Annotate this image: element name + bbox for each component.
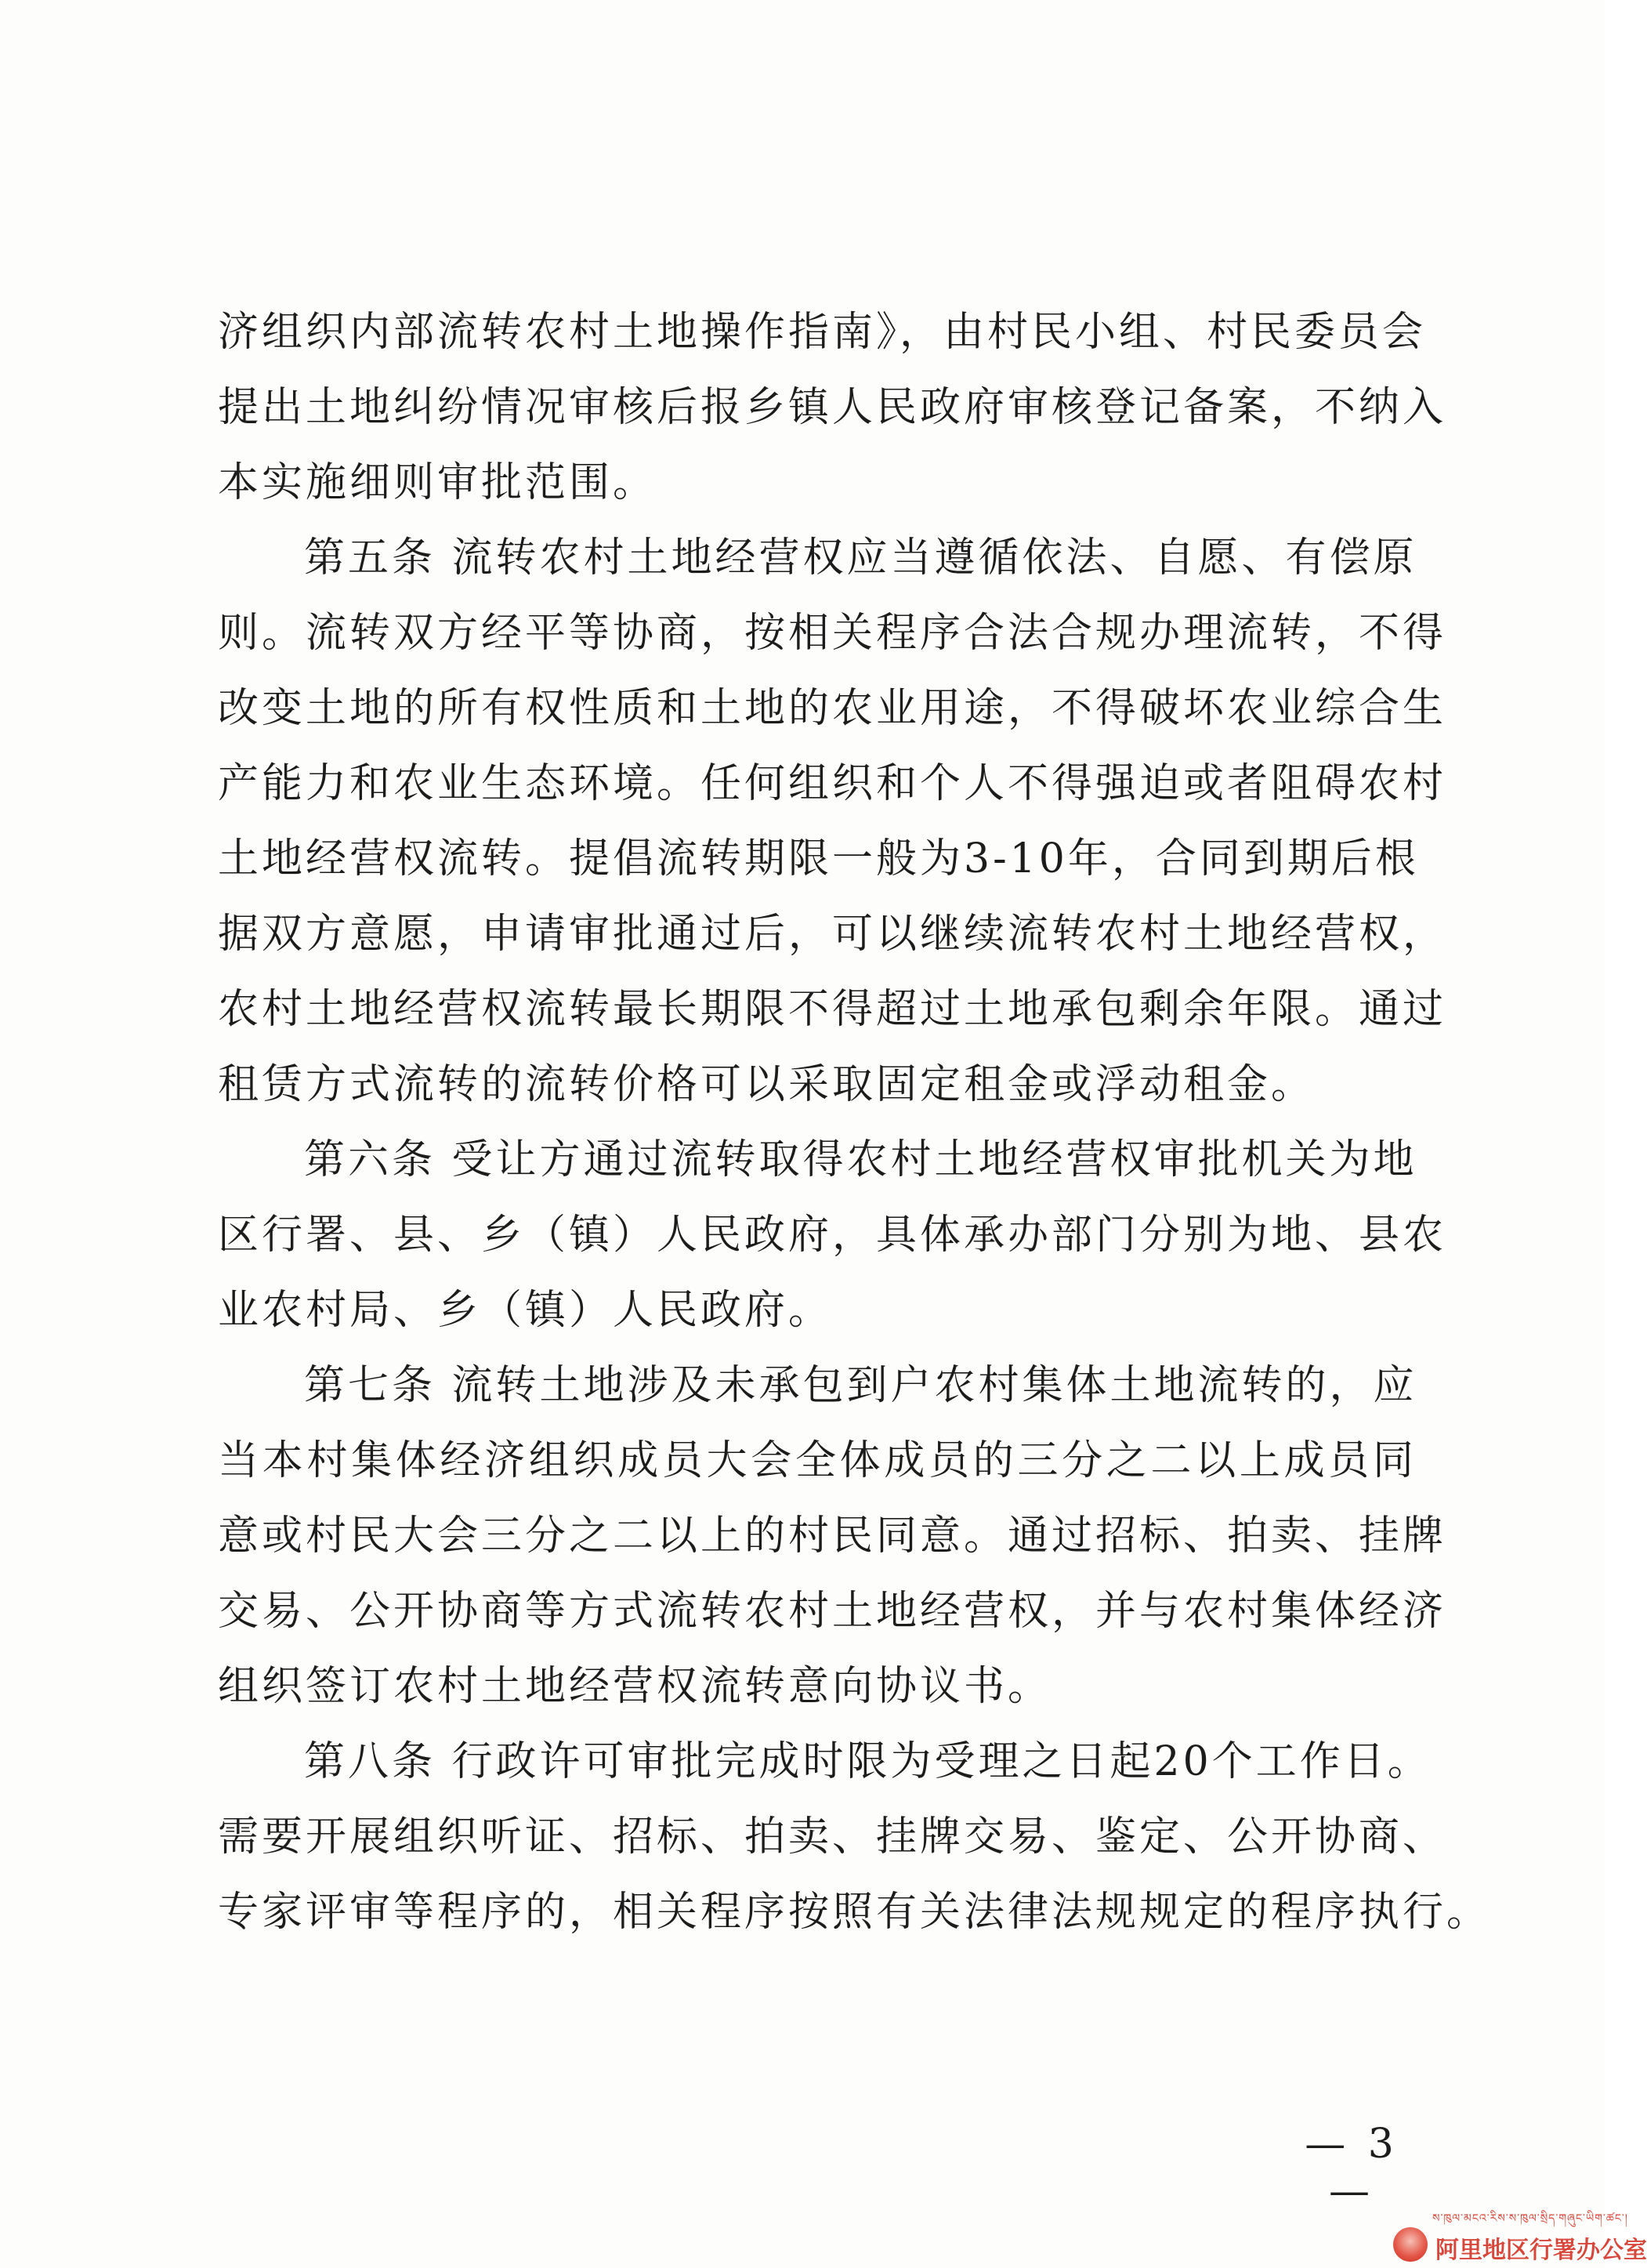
paragraph-line: 业农村局、乡（镇）人民政府。 xyxy=(218,1287,833,1334)
paragraph-line: 意或村民大会三分之二以上的村民同意。通过招标、拍卖、挂牌 xyxy=(218,1513,1447,1560)
article-7-heading-line: 第七条 流转土地涉及未承包到户农村集体土地流转的，应 xyxy=(304,1362,1417,1409)
national-emblem-icon xyxy=(1393,2227,1428,2262)
paragraph-line: 据双方意愿，申请审批通过后，可以继续流转农村土地经营权， xyxy=(218,911,1447,958)
paragraph-line: 需要开展组织听证、招标、拍卖、挂牌交易、鉴定、公开协商、 xyxy=(218,1813,1447,1860)
paragraph-line: 本实施细则审批范围。 xyxy=(218,459,657,506)
page-number: — 3 — xyxy=(1305,2121,1399,2215)
document-body xyxy=(218,295,1491,1950)
office-watermark xyxy=(1392,2201,1647,2268)
paragraph-line: 提出土地纠纷情况审核后报乡镇人民政府审核登记备案，不纳入 xyxy=(218,384,1447,431)
paragraph-line: 区行署、县、乡（镇）人民政府，具体承办部门分别为地、县农 xyxy=(218,1212,1447,1259)
tibetan-office-name: ས་ཁུལ་མངའ་རིས་ས་ཁུལ་སྲིད་གཞུང་ཡིག་ཚང་། xyxy=(1432,2212,1629,2225)
article-8-heading-line: 第八条 行政许可审批完成时限为受理之日起20个工作日。 xyxy=(304,1738,1432,1785)
paragraph-line: 土地经营权流转。提倡流转期限一般为3-10年，合同到期后根 xyxy=(218,835,1419,882)
paragraph-line: 改变土地的所有权性质和土地的农业用途，不得破坏农业综合生 xyxy=(218,685,1447,732)
paragraph-line: 农村土地经营权流转最长期限不得超过土地承包剩余年限。通过 xyxy=(218,986,1447,1033)
paragraph-line: 则。流转双方经平等协商，按相关程序合法合规办理流转，不得 xyxy=(218,610,1447,657)
office-name: 阿里地区行署办公室 xyxy=(1435,2237,1647,2264)
article-6-heading-line: 第六条 受让方通过流转取得农村土地经营权审批机关为地 xyxy=(304,1136,1417,1183)
paragraph-line: 组织签订农村土地经营权流转意向协议书。 xyxy=(218,1663,1052,1710)
paragraph-line: 交易、公开协商等方式流转农村土地经营权，并与农村集体经济 xyxy=(218,1588,1447,1635)
paragraph-line: 产能力和农业生态环境。任何组织和个人不得强迫或者阻碍农村 xyxy=(218,760,1447,807)
paragraph-line: 专家评审等程序的，相关程序按照有关法律法规规定的程序执行。 xyxy=(218,1889,1491,1936)
article-5-heading-line: 第五条 流转农村土地经营权应当遵循依法、自愿、有偿原 xyxy=(304,534,1417,581)
paragraph-line: 济组织内部流转农村土地操作指南》，由村民小组、村民委员会 xyxy=(218,309,1427,356)
paragraph-line: 租赁方式流转的流转价格可以采取固定租金或浮动租金。 xyxy=(218,1061,1316,1108)
paragraph-line: 当本村集体经济组织成员大会全体成员的三分之二以上成员同 xyxy=(218,1437,1417,1484)
